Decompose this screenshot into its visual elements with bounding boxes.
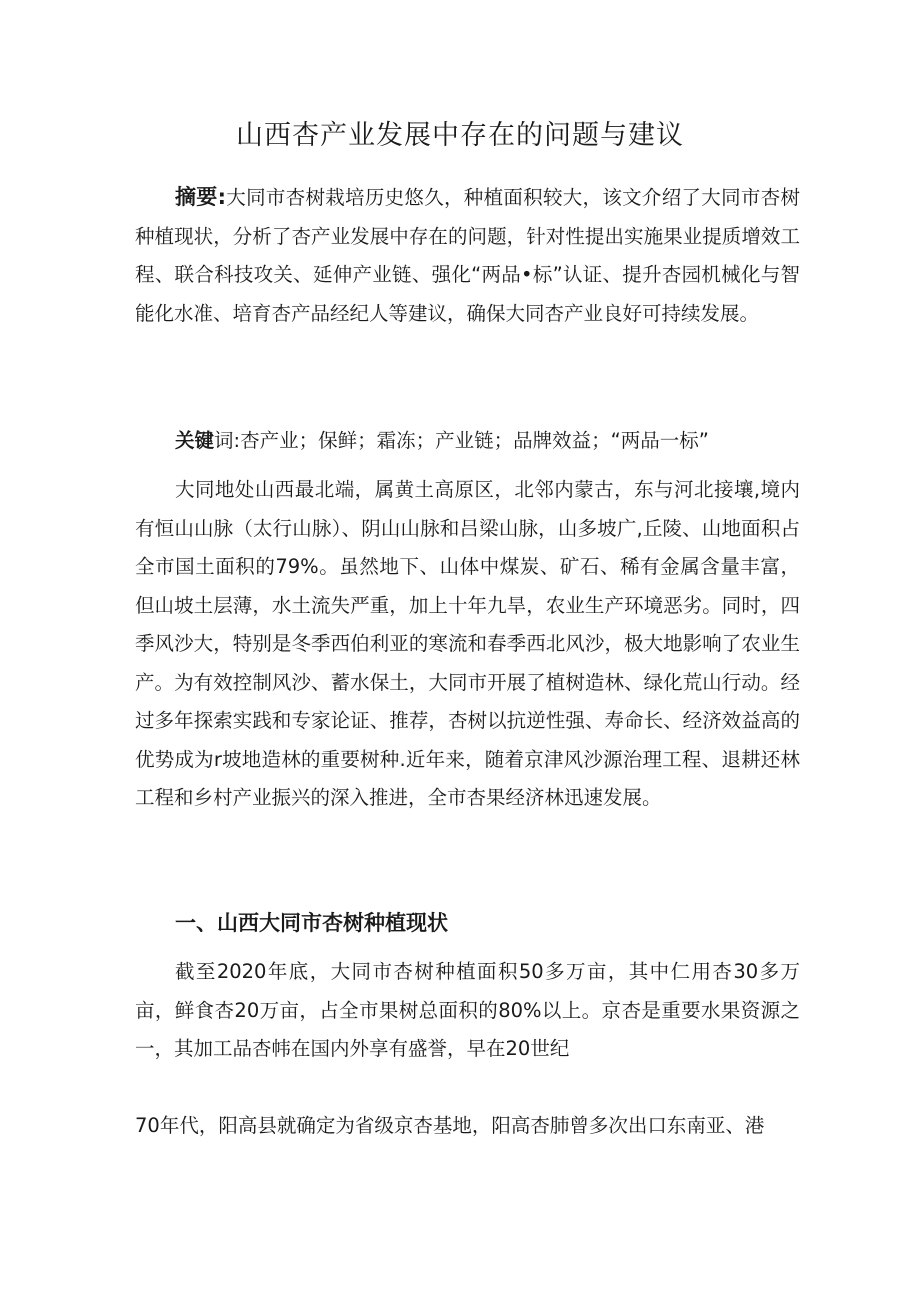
abstract-text: 大同市杏树栽培历史悠久，种植面积较大，该文介绍了大同市杏树种植现状，分析了杏产业发展中存在的问题，针对性提出实施果业提质增效工程、联合科技攻关、延伸产业链、强化“两品•标”认证、提升杏园机械化与智能化水准、培育杏产品经纪人等建议，确保大同杏产业良好可持续发展。	[135, 186, 800, 325]
keywords-text: 词:杏产业；保鲜；霜冻；产业链；品牌效益；“两品一标”	[214, 429, 709, 452]
continuation-paragraph: 70年代，阳高县就确定为省级京杏基地，阳高杏肺曾多次出口东南亚、港	[135, 1114, 765, 1137]
abstract-paragraph	[135, 178, 800, 333]
section-heading: 一、山西大同市杏树种植现状	[175, 911, 448, 935]
intro-paragraph: 大同地处山西最北端，属黄土高原区，北邻内蒙古，东与河北接壤,境内有恒山山脉（太行山脉）、阴山山脉和吕梁山脉，山多坡广,丘陵、山地面积占全市国土面积的79%。虽然地下、山体中煤炭、矿石、稀有金属含量丰富，但山坡土层薄，水土流失严重，加上十年九旱，农业生产环境恶劣。同时，四季风沙大，特别是冬季西伯利亚的寒流和春季西北风沙，极大地影响了农业生产。为有效控制风沙、蓄水保土，大同市开展了植树造林、绿化荒山行动。经过多年探索实践和专家论证、推荐，杏树以抗逆性强、寿命长、经济效益高的优势成为r坡地造林的重要树种.近年来，随着京津风沙源治理工程、退耕还林工程和乡村产业振兴的深入推进，全市杏果经济林迅速发展。	[135, 478, 800, 809]
document-title: 山西杏产业发展中存在的问题与建议	[236, 120, 684, 151]
keywords-paragraph	[135, 422, 800, 461]
section1-paragraph: 截至2020年底，大同市杏树种植面积50多万亩，其中仁用杏30多万亩，鲜食杏20万亩，占全市果树总面积的80%以上。京杏是重要水果资源之一，其加工品杏帏在国内外享有盛誉，早在20世纪	[135, 960, 800, 1060]
keywords-label: 关键	[175, 429, 215, 452]
abstract-label: 摘要:	[175, 185, 226, 209]
